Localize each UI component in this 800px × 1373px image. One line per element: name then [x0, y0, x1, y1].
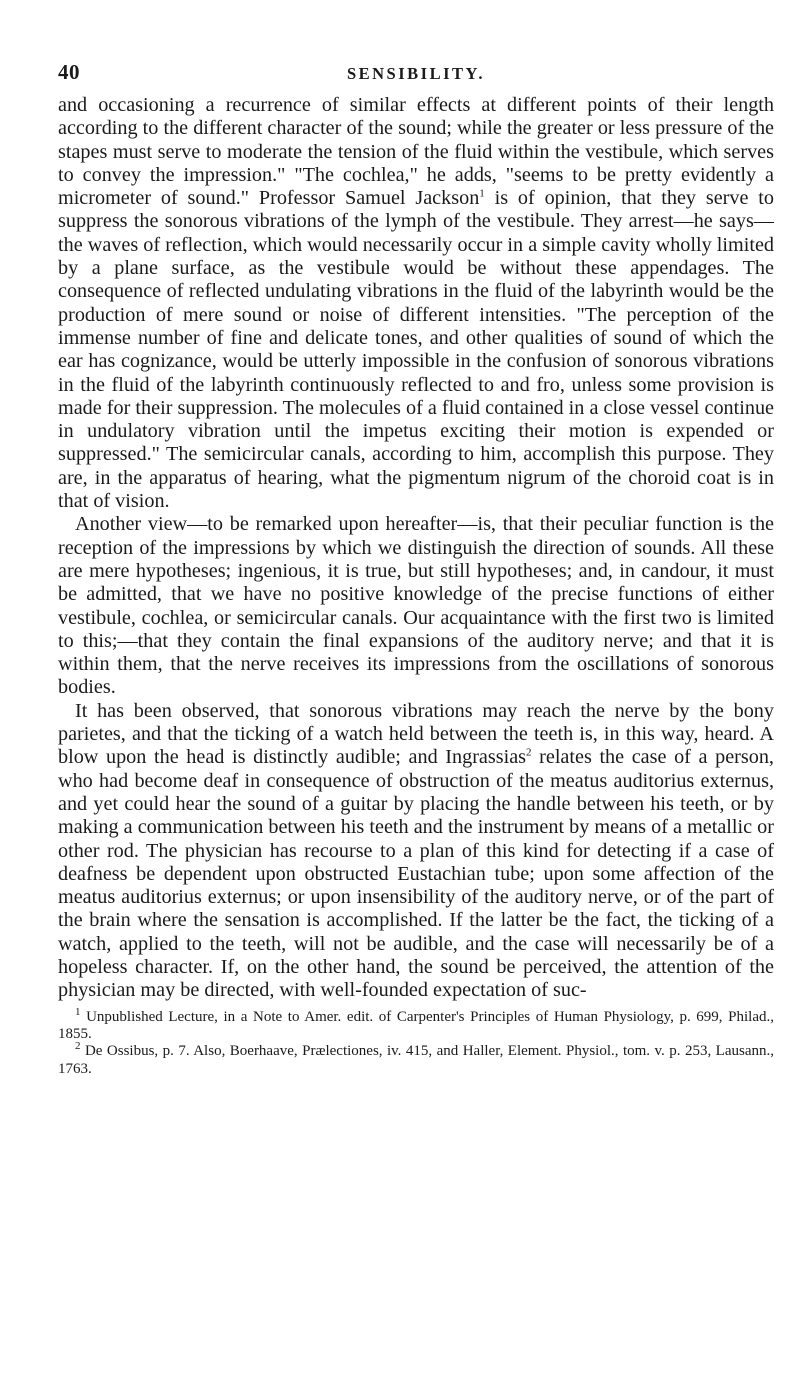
paragraph [58, 513, 774, 699]
paragraph [58, 700, 774, 1003]
paragraph-text: and occasioning a recurrence of similar effects at different points of their length according to the different character of the sound; while the greater or less pressure of the stapes must serve to moderate the tension of the fluid within the vestibule, which serves to convey the impression." "The cochlea," he adds, "seems to be pretty evidently a micrometer of sound." Professor Samuel Jackson [58, 94, 774, 210]
page-header [58, 60, 774, 94]
paragraph-text: relates the case of a person, who had become deaf in consequence of obstruction of the meatus auditorius externus, and yet could hear the sound of a guitar by placing the handle between his teeth, or by making a communication between his teeth and the instrument by means of a metallic or other rod. The physician has recourse to a plan of this kind for detecting if a case of deafness be dependent upon obstructed Eustachian tube; upon some affection of the meatus auditorius externus; or upon insensibility of the auditory nerve, or of the part of the brain where the sensation is accomplished. If the latter be the fact, the ticking of a watch, applied to the teeth, will not be audible, and the case will necessarily be of a hopeless character. If, on the other hand, the sound be perceived, the attention of the physician may be directed, with well-founded expectation of suc- [58, 746, 774, 1002]
body-text [58, 94, 774, 1003]
paragraph-text: is of opinion, that they serve to suppress the sonorous vibrations of the lymph of the vestibule. They arrest—he says—the waves of reflection, which would necessarily occur in a simple cavity wholly limited by a plane surface, as the vestibule would be without these appendages. The consequence of reflected undulating vibrations in the fluid of the labyrinth would be the production of mere sound or noise of different intensities. "The perception of the immense number of fine and delicate tones, and other qualities of sound of which the ear has cognizance, would be utterly impossible in the confusion of sonorous vibrations in the fluid of the labyrinth continuously reflected to and fro, unless some provision is made for their suppression. The molecules of a fluid contained in a close vessel continue in undulatory vibration until the impetus exciting their motion is expended or suppressed." The semicircular canals, according to him, accomplish this purpose. They are, in the apparatus of hearing, what the pigmentum nigrum of the choroid coat is in that of vision. [58, 187, 774, 513]
footnote-ref: 1 [479, 187, 485, 200]
footnote-marker: 1 [75, 1005, 81, 1018]
page-number: 40 [58, 60, 80, 84]
footnote-marker: 2 [75, 1040, 81, 1053]
paragraph-continuation [58, 94, 774, 513]
footnotes [58, 1005, 774, 1079]
book-page [58, 60, 774, 1078]
paragraph-text: Another view—to be remarked upon hereafter—is, that their peculiar function is the reception of the impressions by which we distinguish the direction of sounds. All these are mere hypotheses; ingenious, it is true, but still hypotheses; and, in candour, it must be admitted, that we have no positive knowledge of the precise functions of either vestibule, cochlea, or semicircular canals. Our acquaintance with the first two is limited to this;—that they contain the final expansions of the auditory nerve; and that it is within them, that the nerve receives its impressions from the oscillations of sonorous bodies. [58, 513, 774, 699]
footnote [58, 1005, 774, 1044]
footnote [58, 1040, 774, 1078]
paragraph-text: It has been observed, that sonorous vibrations may reach the nerve by the bony parietes, and that the ticking of a watch held between the teeth is, in this way, heard. A blow upon the head is distinctly audible; and Ingrassias [58, 699, 774, 769]
footnote-text: De Ossibus, p. 7. Also, Boerhaave, Prælectiones, iv. 415, and Haller, Element. Physiol., tom. v. p. 253, Lausann., 1763. [58, 1043, 774, 1077]
footnote-ref: 2 [526, 746, 532, 759]
footnote-text: Unpublished Lecture, in a Note to Amer. edit. of Carpenter's Principles of Human Physiology, p. 699, Philad., 1855. [58, 1008, 774, 1042]
running-head: SENSIBILITY. [346, 64, 486, 83]
